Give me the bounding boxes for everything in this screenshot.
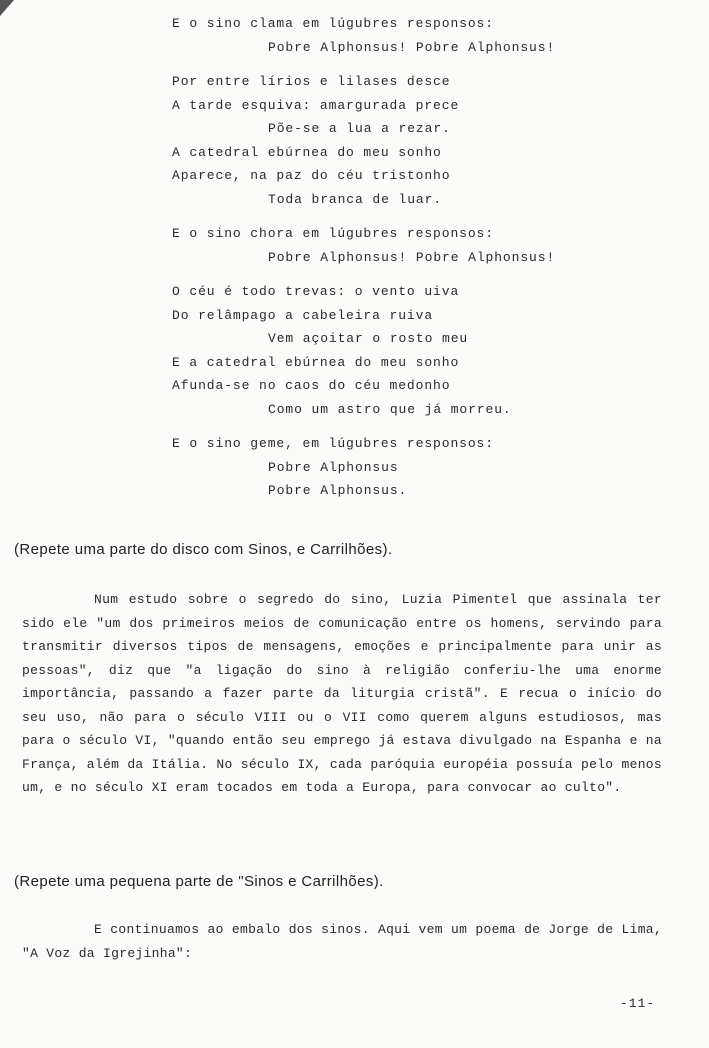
poem-line: Aparece, na paz do céu tristonho: [172, 168, 451, 183]
page-number: -11-: [620, 996, 656, 1011]
poem-line: E o sino chora em lúgubres responsos:: [172, 226, 494, 241]
poem-line: Toda branca de luar.: [268, 191, 443, 207]
stage-note-1: (Repete uma parte do disco com Sinos, e Carrilhões).: [14, 541, 393, 558]
poem-line: Como um astro que já morreu.: [268, 401, 512, 417]
stanza: [172, 280, 555, 421]
stanza-gap: [172, 421, 555, 432]
poem-line: E a catedral ebúrnea do meu sonho: [172, 354, 460, 370]
paragraph-text: E continuamos ao embalo dos sinos. Aqui vem um poema de Jorge de Lima, "A Voz da Igrejinha":: [22, 922, 662, 961]
poem-line: A catedral ebúrnea do meu sonho: [172, 144, 442, 160]
poem-line: Por entre lírios e lilases desce: [172, 74, 451, 89]
poem-line: Pobre Alphonsus: [268, 459, 399, 475]
body-paragraph-1: [22, 588, 662, 800]
poem-line: Pobre Alphonsus! Pobre Alphonsus!: [268, 249, 556, 265]
stanza: [172, 432, 555, 503]
stanza-gap: [172, 269, 555, 280]
poem-line: Do relâmpago a cabeleira ruiva: [172, 307, 434, 323]
poem-line: E o sino geme, em lúgubres responsos:: [172, 436, 494, 451]
body-paragraph-2: [22, 918, 662, 965]
page-corner-shadow: [0, 0, 14, 16]
poem-line: A tarde esquiva: amargurada prece: [172, 97, 460, 113]
stage-note-2: (Repete uma pequena parte de "Sinos e Carrilhões).: [14, 873, 384, 890]
poem-line: Põe-se a lua a rezar.: [268, 121, 451, 136]
poem-line: E o sino clama em lúgubres responsos:: [172, 16, 494, 31]
poem-line: Vem açoitar o rosto meu: [268, 331, 469, 346]
stanza: [172, 12, 555, 59]
poem-line: O céu é todo trevas: o vento uiva: [172, 284, 460, 299]
poem-line: Pobre Alphonsus.: [268, 483, 408, 498]
poem-line: Pobre Alphonsus! Pobre Alphonsus!: [268, 39, 556, 55]
paragraph-text: Num estudo sobre o segredo do sino, Luzia Pimentel que assinala ter sido ele "um dos primeiros meios de comunicação entre os homens, servindo para transmitir diversos tipos de mensagens, emoções e principalmente para unir as pessoas", diz que "a ligação do sino à religião conferiu-lhe uma enorme importância, passando a fazer parte da liturgia cristã". E recua o início do seu uso, não para o século VIII ou o VII como querem alguns estudiosos, mas para o século VI, "quando então seu emprego já estava divulgado na Espanha e na França, além da Itália. No século IX, cada paróquia européia possuía pelo menos um, e no século XI eram tocados em toda a Europa, para convocar ao culto".: [22, 592, 662, 795]
stanza-gap: [172, 59, 555, 70]
stanza: [172, 70, 555, 211]
poem-line: Afunda-se no caos do céu medonho: [172, 378, 451, 393]
poem: [172, 12, 555, 503]
stanza: [172, 222, 555, 269]
stanza-gap: [172, 211, 555, 222]
